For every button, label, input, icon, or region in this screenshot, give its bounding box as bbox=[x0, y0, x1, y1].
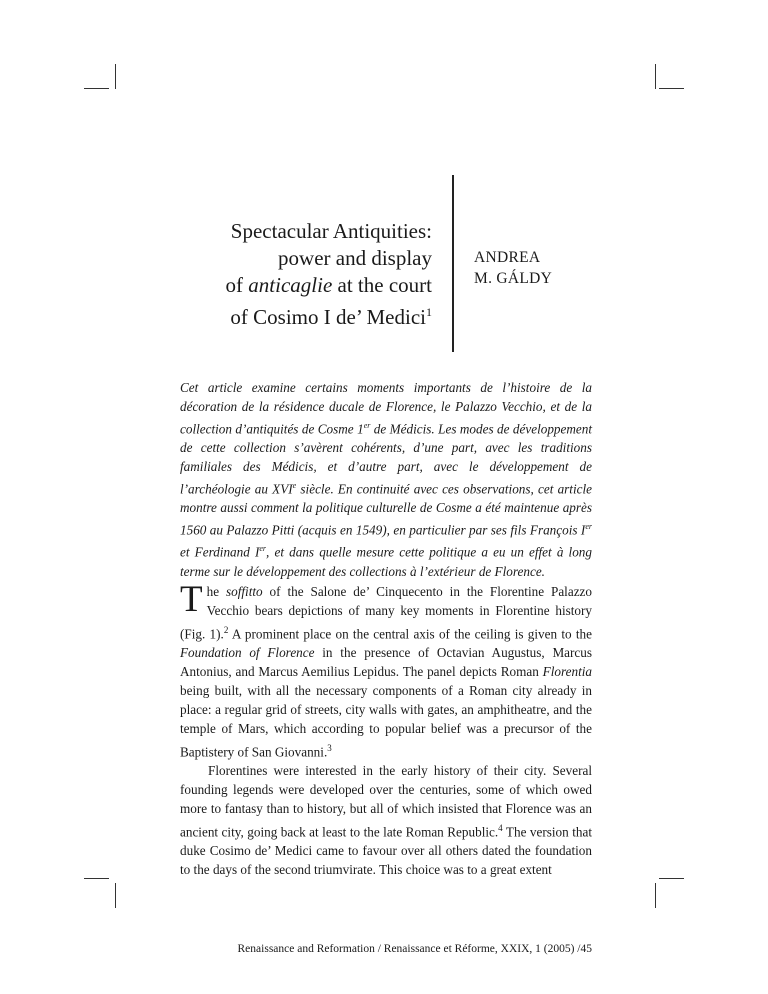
footnote-ref[interactable]: 2 bbox=[223, 624, 229, 635]
title-line: of anticaglie at the court bbox=[225, 273, 432, 297]
article-title bbox=[180, 218, 432, 331]
running-footer: Renaissance and Reformation / Renaissance et Réforme, XXIX, 1 (2005) /45 bbox=[237, 943, 592, 955]
author-name: ANDREA M. GÁLDY bbox=[474, 249, 553, 287]
crop-mark bbox=[655, 883, 656, 908]
crop-mark bbox=[659, 878, 684, 879]
footnote-ref[interactable]: 4 bbox=[498, 822, 503, 833]
footnote-ref[interactable]: 3 bbox=[327, 742, 332, 753]
crop-mark bbox=[115, 883, 116, 908]
title-divider bbox=[452, 175, 454, 352]
abstract: Cet article examine certains moments importants de l’histoire de la décoration de la résidence ducale de Florence, le Palazzo Vecchio, et de la collection d’antiquités de Cosme 1er de Médicis. Les modes de développement de cette collection s’avèrent cohérents, d’une part, avec les traditions familiales des Médicis, et d’autre part, avec le développement de l’archéologie au XVIe siècle. En continuité avec ces observations, cet article montre aussi comment la politique culturelle de Cosme a été maintenue après 1560 au Palazzo Pitti (acquis en 1549), en particulier par ses fils François Ier et Ferdinand Ier, et dans quelle mesure cette politique a eu un effet à long terme sur le développement des collections à l’extérieur de Florence. bbox=[180, 380, 593, 579]
drop-cap: T bbox=[180, 579, 203, 620]
crop-mark bbox=[115, 64, 116, 89]
title-line: Spectacular Antiquities: bbox=[230, 219, 432, 243]
paragraph: The soffitto of the Salone de’ Cinquecento in the Florentine Palazzo Vecchio bears depictions of many key moments in Florentine history (Fig. 1).$^2$ A prominent place on the central axis of the ceiling is given to the Foundation of Florence in the presence of Octavian Augustus, Marcus Antonius, and Marcus Aemilius Lepidus. The panel depicts Roman Florentia being built, with all the necessary components of a Roman city already in place: a regular grid of streets, city walls with gates, an amphitheatre, and the temple of Mars, which according to popular belief was a precursor of the Baptistery of San Giovanni.$^3$ bbox=[180, 579, 592, 760]
crop-mark bbox=[655, 64, 656, 89]
paragraph: Florentines were interested in the early history of their city. Several founding legends were developed over the centuries, some of which owed more to fantasy than to history, but all of which insisted that Florence was an ancient city, going back at least to the late Roman Republic.$^4$ The version that duke Cosimo de’ Medici came to favour over all others dated the foundation to the days of the second triumvirate. This choice was to a great extent bbox=[180, 762, 592, 877]
title-line: of Cosimo I de’ Medici$^1$ bbox=[230, 305, 432, 329]
crop-mark bbox=[659, 88, 684, 89]
footnote-ref[interactable]: 1 bbox=[426, 305, 432, 319]
body-text bbox=[180, 579, 592, 880]
title-line: power and display bbox=[278, 246, 432, 270]
crop-mark bbox=[84, 88, 109, 89]
crop-mark bbox=[84, 878, 109, 879]
